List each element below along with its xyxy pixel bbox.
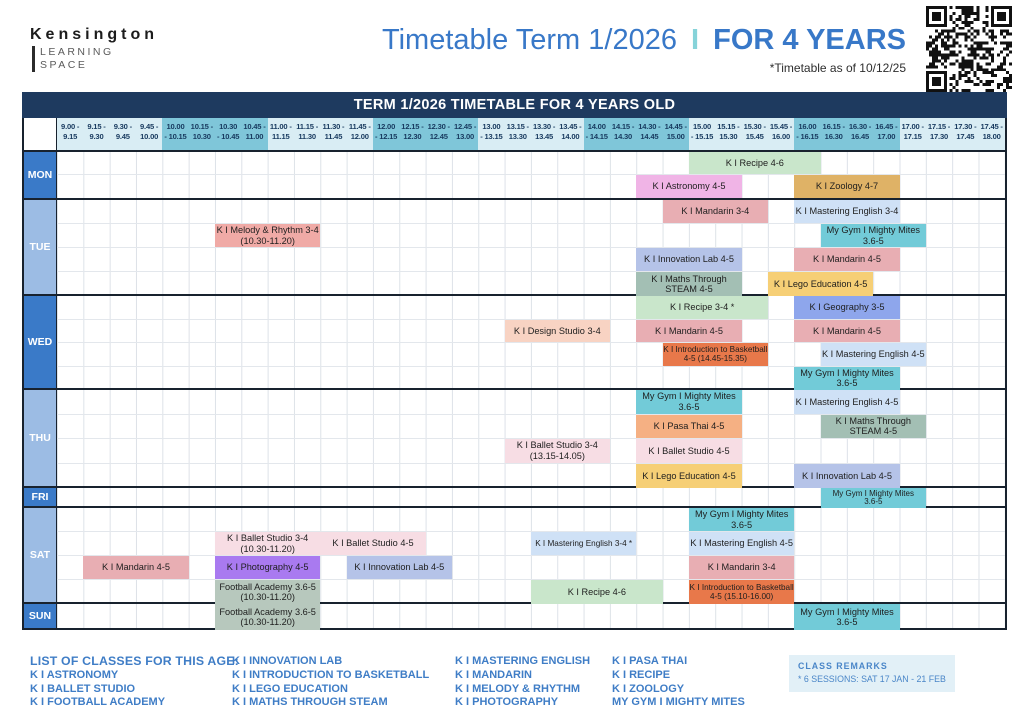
day-lane-mon xyxy=(57,152,1005,198)
time-slot-12-00-12-15: 12.00 - 12.15 xyxy=(373,118,399,150)
time-slot-17-45-18-00: 17.45 - 18.00 xyxy=(978,118,1004,150)
class-block-k-i-introduction-to-basketball: K I Introduction to Basketball 4-5 (14.45-15.35) xyxy=(663,343,768,366)
footer-class-column-1 xyxy=(30,655,239,710)
page-title-term: Timetable Term 1/2026 xyxy=(381,24,677,56)
subrow-thu-0 xyxy=(57,390,1005,415)
class-remarks-title: CLASS REMARKS xyxy=(798,661,888,671)
subrow-sat-2 xyxy=(57,556,1005,580)
class-block-k-i-melody-rhythm-3-4: K I Melody & Rhythm 3-4 (10.30-11.20) xyxy=(216,225,319,246)
time-slot-13-30-13-45: 13.30 - 13.45 xyxy=(531,118,557,150)
class-block-k-i-pasa-thai-4-5: K I Pasa Thai 4-5 xyxy=(636,415,741,439)
day-row-sun xyxy=(24,602,1005,628)
footer-class-column-2 xyxy=(232,655,429,710)
footer-class-item-k-i-innovation-lab: K I INNOVATION LAB xyxy=(232,655,343,667)
footer-class-item-k-i-melody-rhythm: K I MELODY & RHYTHM xyxy=(455,682,581,695)
time-slot-14-45-15-00: 14.45 - 15.00 xyxy=(663,118,689,150)
class-block-k-i-innovation-lab-4-5: K I Innovation Lab 4-5 xyxy=(347,556,452,579)
subrow-sat-0 xyxy=(57,508,1005,532)
time-header-row xyxy=(24,118,1005,152)
class-block-my-gym-i-mighty-mites: My Gym I Mighty Mites 3.6-5 xyxy=(794,367,899,391)
subrow-wed-3 xyxy=(57,367,1005,391)
subrow-mon-0 xyxy=(57,152,1005,175)
class-block-k-i-mastering-english-3-4: K I Mastering English 3-4 xyxy=(794,200,899,223)
time-slot-9-15-9-30: 9.15 - 9.30 xyxy=(83,118,109,150)
class-block-k-i-mastering-english-4-5: K I Mastering English 4-5 xyxy=(794,390,899,414)
subrow-tue-0 xyxy=(57,200,1005,224)
class-block-my-gym-i-mighty-mites: My Gym I Mighty Mites 3.6-5 xyxy=(794,604,899,630)
footer-class-item-k-i-maths-through-steam: K I MATHS THROUGH STEAM xyxy=(232,696,388,709)
day-row-sat xyxy=(24,506,1005,602)
class-block-k-i-maths-through: K I Maths Through STEAM 4-5 xyxy=(821,415,926,439)
table-title: TERM 1/2026 TIMETABLE FOR 4 YEARS OLD xyxy=(22,92,1007,118)
time-slot-15-00-15-15: 15.00 - 15.15 xyxy=(689,118,715,150)
class-block-k-i-zoology-4-7: K I Zoology 4-7 xyxy=(794,175,899,198)
day-row-mon xyxy=(24,152,1005,198)
subrow-tue-3 xyxy=(57,272,1005,296)
time-slot-9-00-9-15: 9.00 - 9.15 xyxy=(57,118,83,150)
class-remarks-line: * 6 SESSIONS: SAT 17 JAN - 21 FEB xyxy=(798,674,946,684)
time-slot-12-30-12-45: 12.30 - 12.45 xyxy=(426,118,452,150)
timetable-as-of-note: *Timetable as of 10/12/25 xyxy=(769,61,906,75)
time-slot-11-00-11-15: 11.00 - 11.15 xyxy=(268,118,294,150)
time-slot-16-00-16-15: 16.00 - 16.15 xyxy=(794,118,820,150)
time-slot-9-45-10-00: 9.45 - 10.00 xyxy=(136,118,162,150)
subrow-wed-1 xyxy=(57,320,1005,344)
day-label-wed: WED xyxy=(24,296,57,388)
time-slot-14-15-14-30: 14.15 - 14.30 xyxy=(610,118,636,150)
day-row-tue xyxy=(24,198,1005,294)
time-slot-12-45-13-00: 12.45 - 13.00 xyxy=(452,118,478,150)
class-block-k-i-astronomy-4-5: K I Astronomy 4-5 xyxy=(636,175,741,198)
time-slot-15-15-15-30: 15.15 - 15.30 xyxy=(715,118,741,150)
time-slot-10-00-10-15: 10.00 - 10.15 xyxy=(162,118,188,150)
footer-class-item-k-i-mastering-english: K I MASTERING ENGLISH xyxy=(455,655,591,667)
subrow-wed-0 xyxy=(57,296,1005,320)
class-block-k-i-introduction-to-basketball: K I Introduction to Basketball 4-5 (15.10-16.00) xyxy=(689,580,794,604)
class-block-k-i-mandarin-3-4: K I Mandarin 3-4 xyxy=(689,556,794,579)
class-block-k-i-photography-4-5: K I Photography 4-5 xyxy=(215,556,320,579)
day-lane-fri xyxy=(57,488,1005,506)
subrow-tue-2 xyxy=(57,248,1005,272)
qr-code-icon xyxy=(926,6,1012,92)
footer-class-item-my-gym-i-mighty-mites: MY GYM I MIGHTY MITES xyxy=(612,696,745,709)
subrow-sun-0 xyxy=(57,604,1005,630)
class-block-k-i-mandarin-4-5: K I Mandarin 4-5 xyxy=(83,556,188,579)
time-slot-13-15-13-30: 13.15 - 13.30 xyxy=(505,118,531,150)
footer-class-item-k-i-pasa-thai: K I PASA THAI xyxy=(612,655,688,667)
timetable-table xyxy=(22,92,1007,630)
class-block-k-i-recipe-4-6: K I Recipe 4-6 xyxy=(689,152,821,174)
time-slot-17-30-17-45: 17.30 - 17.45 xyxy=(952,118,978,150)
subrow-sat-1 xyxy=(57,532,1005,556)
day-row-thu xyxy=(24,388,1005,486)
time-slot-16-30-16-45: 16.30 - 16.45 xyxy=(847,118,873,150)
footer-class-item-k-i-zoology: K I ZOOLOGY xyxy=(612,682,685,695)
day-lane-wed xyxy=(57,296,1005,388)
time-slot-12-15-12-30: 12.15 - 12.30 xyxy=(399,118,425,150)
day-row-wed xyxy=(24,294,1005,388)
subrow-thu-2 xyxy=(57,439,1005,464)
class-block-k-i-ballet-studio-4-5: K I Ballet Studio 4-5 xyxy=(320,532,425,555)
time-slot-13-45-14-00: 13.45 - 14.00 xyxy=(557,118,583,150)
class-block-k-i-design-studio-3-4: K I Design Studio 3-4 xyxy=(505,320,610,343)
class-block-k-i-mandarin-4-5: K I Mandarin 4-5 xyxy=(794,320,899,343)
class-block-k-i-recipe-4-6: K I Recipe 4-6 xyxy=(531,580,663,604)
day-lane-thu xyxy=(57,390,1005,486)
time-slot-11-45-12-00: 11.45 - 12.00 xyxy=(347,118,373,150)
class-block-k-i-mandarin-4-5: K I Mandarin 4-5 xyxy=(636,320,741,343)
class-block-k-i-recipe-3-4: K I Recipe 3-4 * xyxy=(636,296,768,319)
day-label-sun: SUN xyxy=(24,604,57,628)
day-label-mon: MON xyxy=(24,152,57,198)
logo-learning: LEARNING xyxy=(40,46,114,58)
footer-class-item-k-i-photography: K I PHOTOGRAPHY xyxy=(455,696,559,709)
day-label-thu: THU xyxy=(24,390,57,486)
time-slot-9-30-9-45: 9.30 - 9.45 xyxy=(110,118,136,150)
class-block-my-gym-i-mighty-mites: My Gym I Mighty Mites 3.6-5 xyxy=(821,488,926,508)
logo-space: SPACE xyxy=(40,59,88,71)
subrow-wed-2 xyxy=(57,343,1005,367)
footer-class-item-k-i-introduction-to-basketball: K I INTRODUCTION TO BASKETBALL xyxy=(232,668,430,681)
class-block-my-gym-i-mighty-mites: My Gym I Mighty Mites 3.6-5 xyxy=(689,508,794,531)
subrow-fri-0 xyxy=(57,488,1005,508)
subrow-sat-3 xyxy=(57,580,1005,604)
day-label-sat: SAT xyxy=(24,508,57,602)
class-block-my-gym-i-mighty-mites: My Gym I Mighty Mites 3.6-5 xyxy=(821,224,926,247)
class-block-k-i-mastering-english-4-5: K I Mastering English 4-5 xyxy=(689,532,794,555)
time-slot-10-45-11-00: 10.45 - 11.00 xyxy=(241,118,267,150)
logo-kensington: Kensington xyxy=(30,26,158,43)
day-lane-tue xyxy=(57,200,1005,294)
day-lane-sat xyxy=(57,508,1005,602)
time-slot-16-45-17-00: 16.45 - 17.00 xyxy=(873,118,899,150)
class-block-my-gym-i-mighty-mites: My Gym I Mighty Mites 3.6-5 xyxy=(636,390,741,414)
time-slot-11-15-11-30: 11.15 - 11.30 xyxy=(294,118,320,150)
time-slot-15-45-16-00: 15.45 - 16.00 xyxy=(768,118,794,150)
time-slot-17-15-17-30: 17.15 - 17.30 xyxy=(926,118,952,150)
time-slot-10-15-10-30: 10.15 - 10.30 xyxy=(189,118,215,150)
logo xyxy=(30,26,158,72)
class-block-k-i-mastering-english-4-5: K I Mastering English 4-5 xyxy=(821,343,926,366)
class-block-k-i-geography-3-5: K I Geography 3-5 xyxy=(794,296,899,319)
day-row-fri xyxy=(24,486,1005,506)
time-slot-14-30-14-45: 14.30 - 14.45 xyxy=(636,118,662,150)
footer-class-column-4 xyxy=(612,655,745,710)
class-block-k-i-mastering-english-3-4: K I Mastering English 3-4 * xyxy=(531,532,636,555)
day-label-tue: TUE xyxy=(24,200,57,294)
class-block-k-i-lego-education-4-5: K I Lego Education 4-5 xyxy=(768,272,873,296)
time-slot-13-00-13-15: 13.00 - 13.15 xyxy=(478,118,504,150)
time-slot-16-15-16-30: 16.15 - 16.30 xyxy=(821,118,847,150)
time-slot-10-30-10-45: 10.30 - 10.45 xyxy=(215,118,241,150)
class-block-k-i-maths-through: K I Maths Through STEAM 4-5 xyxy=(636,272,741,296)
time-slot-11-30-11-45: 11.30 - 11.45 xyxy=(320,118,346,150)
day-lane-sun xyxy=(57,604,1005,628)
footer-class-item-k-i-ballet-studio: K I BALLET STUDIO xyxy=(30,682,136,695)
subrow-thu-3 xyxy=(57,464,1005,489)
footer-class-item-k-i-recipe: K I RECIPE xyxy=(612,668,671,681)
footer-class-column-3 xyxy=(455,655,590,710)
page-title xyxy=(382,24,906,57)
time-slot-14-00-14-15: 14.00 - 14.15 xyxy=(584,118,610,150)
title-block xyxy=(382,24,906,75)
page-title-age: FOR 4 YEARS xyxy=(713,24,906,56)
time-slot-15-30-15-45: 15.30 - 15.45 xyxy=(742,118,768,150)
footer-heading: LIST OF CLASSES FOR THIS AGE: xyxy=(30,654,239,668)
class-block-k-i-ballet-studio-3-4: K I Ballet Studio 3-4 (10.30-11.20) xyxy=(215,532,320,555)
class-block-k-i-ballet-studio-4-5: K I Ballet Studio 4-5 xyxy=(636,439,741,463)
subrow-thu-1 xyxy=(57,415,1005,440)
subrow-tue-1 xyxy=(57,224,1005,248)
footer-class-item-k-i-lego-education: K I LEGO EDUCATION xyxy=(232,682,348,695)
logo-bar-icon xyxy=(32,46,35,72)
class-block-k-i-mandarin-4-5: K I Mandarin 4-5 xyxy=(794,248,899,271)
class-block-football-academy-3-6-5: Football Academy 3.6-5 (10.30-11.20) xyxy=(215,604,320,630)
class-block-k-i-lego-education-4-5: K I Lego Education 4-5 xyxy=(636,464,741,489)
class-block-football-academy-3-6-5: Football Academy 3.6-5 (10.30-11.20) xyxy=(215,580,320,604)
footer-class-item-k-i-football-academy: K I FOOTBALL ACADEMY xyxy=(30,696,166,709)
class-block-k-i-innovation-lab-4-5: K I Innovation Lab 4-5 xyxy=(636,248,741,271)
table-body xyxy=(22,118,1007,630)
class-block-k-i-mandarin-3-4: K I Mandarin 3-4 xyxy=(663,200,768,223)
footer-class-item-k-i-mandarin: K I MANDARIN xyxy=(455,668,532,681)
footer-class-item-k-i-astronomy: K I ASTRONOMY xyxy=(30,668,119,681)
class-remarks-box xyxy=(789,655,955,692)
day-label-fri: FRI xyxy=(24,488,57,506)
time-slot-17-00-17-15: 17.00 - 17.15 xyxy=(900,118,926,150)
subrow-mon-1 xyxy=(57,175,1005,198)
class-block-k-i-innovation-lab-4-5: K I Innovation Lab 4-5 xyxy=(794,464,899,489)
title-separator: I xyxy=(691,24,700,56)
class-block-k-i-ballet-studio-3-4: K I Ballet Studio 3-4 (13.15-14.05) xyxy=(505,439,610,463)
time-header-spacer xyxy=(24,118,57,150)
